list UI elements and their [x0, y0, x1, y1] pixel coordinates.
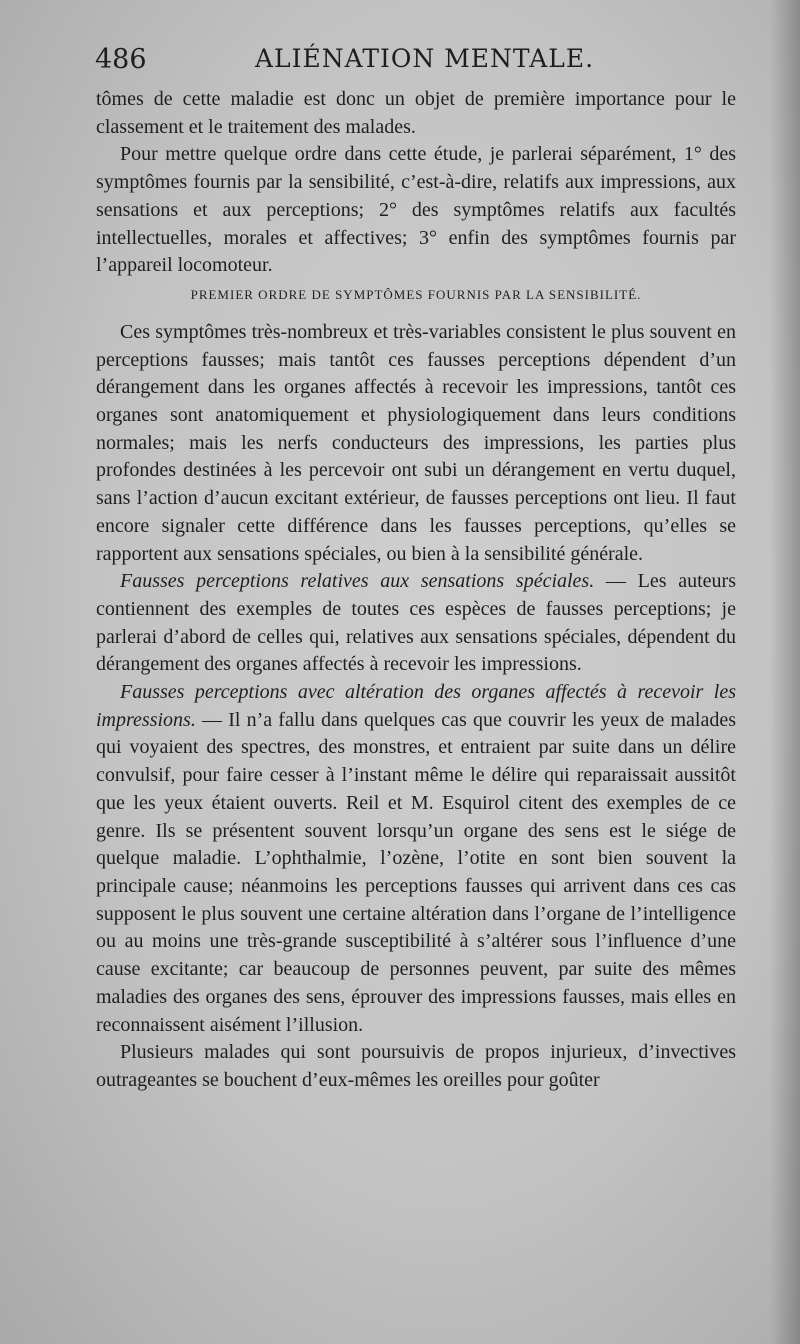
- subsection-title-organ-alteration: Fausses perceptions avec altération des organes affectés à recevoir les impressions.: [96, 681, 736, 731]
- paragraph-special-sensations: [96, 568, 736, 679]
- paragraph-organ-alteration: [96, 679, 736, 1039]
- page-number: 486: [95, 44, 147, 75]
- page-spine-shadow: [770, 0, 800, 1344]
- subsection-title-special-sensations: Fausses perceptions relatives aux sensations spéciales.: [120, 570, 595, 593]
- paragraph-order-of-study: Pour mettre quelque ordre dans cette étude, je parlerai séparément, 1° des symptômes fournis par la sensibilité, c’est-à-dire, relatifs aux impressions, aux sensations et aux perceptions; 2° des symptômes relatifs aux facultés intellectuelles, morales et affectives; 3° enfin des symptômes fournis par l’appareil locomoteur.: [96, 143, 736, 277]
- page-header: [95, 44, 745, 84]
- section-heading: PREMIER ORDRE DE SYMPTÔMES FOURNIS PAR LA SENSIBILITÉ.: [190, 286, 642, 302]
- running-title: ALIÉNATION MENTALE.: [255, 44, 595, 73]
- paragraph-continuation: tômes de cette maladie est donc un objet de première importance pour le classement et le traitement des malades.: [96, 88, 736, 138]
- body-text: [96, 86, 736, 1095]
- paragraph-symptoms-intro: Ces symptômes très-nombreux et très-variables consistent le plus souvent en perceptions fausses; mais tantôt ces fausses perceptions dépendent d’un dérangement dans les organes affectés à recevoir les impressions, tantôt ces organes sont anatomiquement et physiologiquement dans leurs conditions normales; mais les nerfs conducteurs des impressions, les parties plus profondes destinées à les percevoir ont subi un dérangement en vertu duquel, sans l’action d’aucun excitant extérieur, de fausses perceptions ont lieu. Il faut encore signaler cette différence dans les fausses perceptions, qu’elles se rapportent aux sensations spéciales, ou bien à la sensibilité générale.: [96, 320, 736, 565]
- paragraph-injurious-remarks: Plusieurs malades qui sont poursuivis de propos injurieux, d’invectives outrageantes se bouchent d’eux-mêmes les oreilles pour goûter: [96, 1041, 736, 1091]
- paragraph-organ-alteration-text: — Il n’a fallu dans quelques cas que couvrir les yeux de malades qui voyaient des spectres, des monstres, et entraient par suite dans un délire convulsif, pour faire cesser à l’instant même le délire qui reparaissait aussitôt que les yeux étaient ouverts. Reil et M. Esquirol citent des exemples de ce genre. Ils se présentent souvent lorsqu’un organe des sens est le siége de quelque maladie. L’ophthalmie, l’ozène, l’otite en sont bien souvent la principale cause; néanmoins les perceptions fausses qui arrivent dans ces cas supposent le plus souvent une certaine altération dans l’organe de l’intelligence ou au moins une très-grande susceptibilité à s’altérer sous l’influence d’une cause excitante; car beaucoup de personnes peuvent, par suite des mêmes maladies des organes des sens, éprouver des impressions fausses, mais elles en reconnaissent aisément l’illusion.: [96, 708, 736, 1036]
- paragraph-special-sensations-text: — Les auteurs contiennent des exemples de toutes ces espèces de fausses perceptions; je parlerai d’abord de celles qui, relatives aux sensations spéciales, dépendent du dérangement des organes affectés à recevoir les impressions.: [96, 570, 736, 676]
